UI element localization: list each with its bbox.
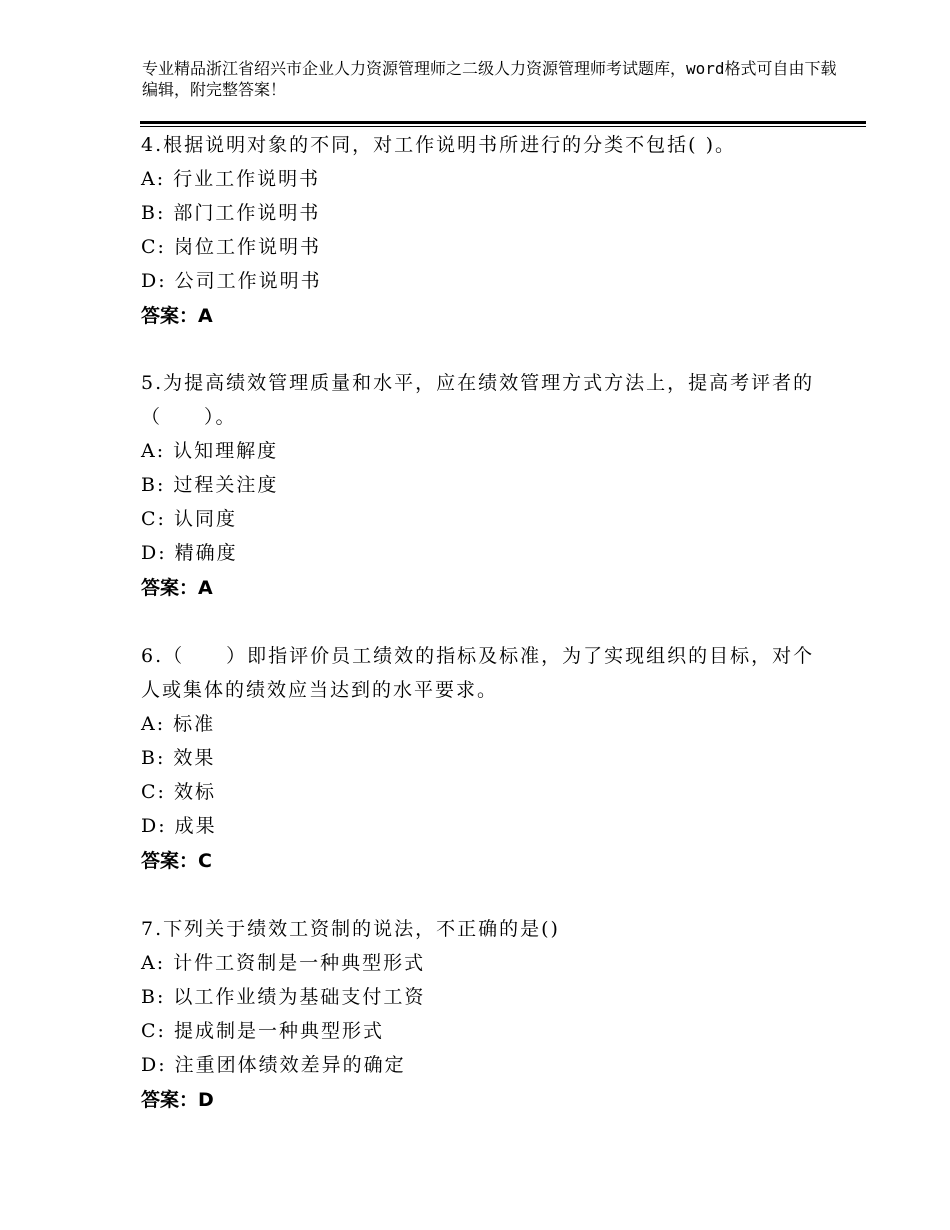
option-d: D: 注重团体绩效差异的确定	[141, 1054, 406, 1076]
option-d: D: 精确度	[141, 542, 238, 564]
header-divider-thick	[140, 121, 866, 124]
answer-label: 答案：A	[141, 577, 213, 599]
question-7	[141, 912, 821, 1118]
question-4	[141, 128, 821, 334]
answer-label: 答案：A	[141, 305, 213, 327]
document-header: 专业精品浙江省绍兴市企业人力资源管理师之二级人力资源管理师考试题库，word格式可自由下载编辑，附完整答案！	[142, 59, 837, 99]
option-a: A: 计件工资制是一种典型形式	[141, 952, 426, 974]
question-stem: 4.根据说明对象的不同，对工作说明书所进行的分类不包括( )。	[141, 134, 736, 156]
option-b: B: 效果	[141, 747, 216, 769]
option-b: B: 以工作业绩为基础支付工资	[141, 986, 426, 1008]
question-stem: 6.（ ）即指评价员工绩效的指标及标准，为了实现组织的目标，对个人或集体的绩效应当达到的水平要求。	[141, 645, 815, 701]
option-d: D: 公司工作说明书	[141, 270, 322, 292]
question-stem: 7.下列关于绩效工资制的说法，不正确的是()	[141, 918, 560, 940]
option-c: C: 认同度	[141, 508, 237, 530]
option-a: A: 行业工作说明书	[141, 168, 321, 190]
header-divider-thin	[140, 126, 866, 127]
option-c: C: 岗位工作说明书	[141, 236, 321, 258]
question-6	[141, 639, 821, 879]
option-c: C: 提成制是一种典型形式	[141, 1020, 384, 1042]
option-b: B: 过程关注度	[141, 474, 279, 496]
answer-label: 答案：D	[141, 1089, 214, 1111]
question-5	[141, 366, 821, 606]
option-b: B: 部门工作说明书	[141, 202, 321, 224]
option-a: A: 标准	[141, 713, 216, 735]
option-c: C: 效标	[141, 781, 216, 803]
option-d: D: 成果	[141, 815, 217, 837]
question-stem: 5.为提高绩效管理质量和水平，应在绩效管理方式方法上，提高考评者的（ ）。	[141, 372, 815, 428]
option-a: A: 认知理解度	[141, 440, 279, 462]
answer-label: 答案：C	[141, 850, 212, 872]
